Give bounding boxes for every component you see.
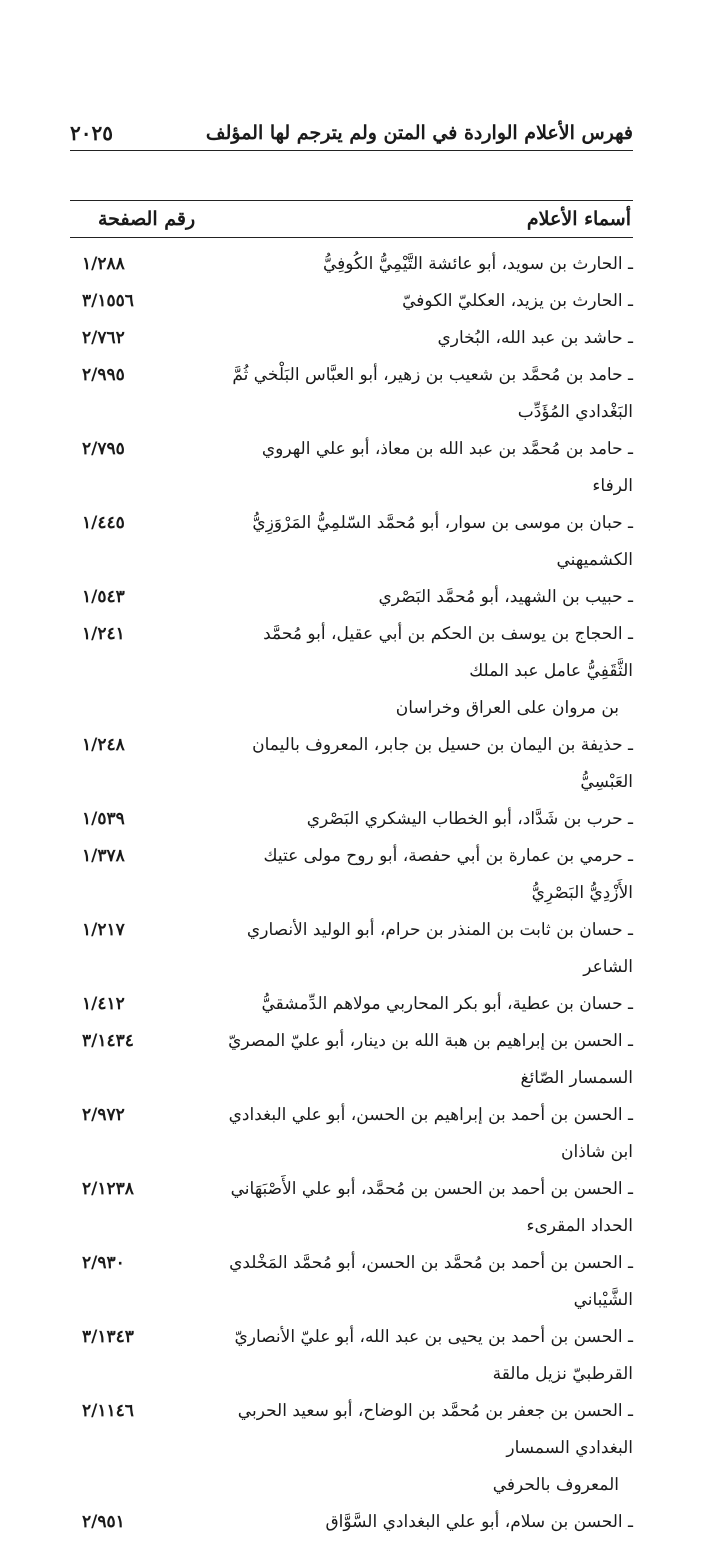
index-entry: [70, 1171, 633, 1245]
entry-name-text: ـ الحسن بن أحمد بن مُحمَّد بن الحسن، أبو مُحمَّد المَخْلدي الشَّيْباني: [229, 1253, 633, 1310]
entry-name-continuation: بن مروان على العراق وخراسان: [395, 698, 619, 718]
entry-name: [202, 912, 633, 986]
entry-page-ref: ٢/٩٩٥: [82, 365, 125, 385]
entry-name-text: ـ الحارث بن يزيد، العكليّ الكوفيّ: [402, 291, 633, 311]
entry-name-text: ـ الحسن بن أحمد بن يحيى بن عبد الله، أبو عليّ الأنصاريّ القرطبيّ نزيل مالقة: [234, 1327, 633, 1384]
entry-name: [202, 1171, 633, 1245]
index-entry: [70, 579, 633, 616]
entry-name-text: ـ الحسن بن أحمد بن إبراهيم بن الحسن، أبو علي البغدادي ابن شاذان: [228, 1105, 633, 1162]
entry-page-ref: ٢/١١٤٦: [82, 1401, 134, 1421]
entry-name-text: ـ حرب بن شَدَّاد، أبو الخطاب اليشكري البَصْري: [306, 809, 633, 829]
column-page-heading: رقم الصفحة: [98, 208, 196, 230]
entry-name: [202, 727, 633, 801]
entry-name: [202, 616, 633, 727]
index-entry: [70, 1097, 633, 1171]
entry-page-ref: ١/٤٤٥: [82, 513, 125, 533]
entry-page-ref: ٣/١٥٥٦: [82, 291, 134, 311]
index-entry: [70, 1245, 633, 1319]
index-entry: [70, 1393, 633, 1504]
entry-name-text: ـ حسان بن عطية، أبو بكر المحاربي مولاهم الدِّمشقيُّ: [261, 994, 633, 1014]
index-entry: [70, 431, 633, 505]
index-entry: [70, 727, 633, 801]
entry-name-text: ـ حذيفة بن اليمان بن حسيل بن جابر، المعروف باليمان العَبْسِيُّ: [252, 735, 633, 792]
entry-page-ref: ٢/٧٦٢: [82, 328, 125, 348]
entry-name-text: ـ حبيب بن الشهيد، أبو مُحمَّد البَصْري: [378, 587, 633, 607]
index-entry: [70, 1023, 633, 1097]
entry-name: [202, 838, 633, 912]
index-entry: [70, 986, 633, 1023]
entry-page-ref: ٢/٩٧٢: [82, 1105, 125, 1125]
entry-name-text: ـ حبان بن موسى بن سوار، أبو مُحمَّد السّلمِيُّ المَرْوَزِيُّ الكشميهني: [252, 513, 633, 570]
column-names-heading: أسماء الأعلام: [526, 208, 631, 230]
entry-page-ref: ١/٢٤٨: [82, 735, 125, 755]
entry-name: [202, 1504, 633, 1541]
entry-page-ref: ١/٢١٧: [82, 920, 125, 940]
entry-name: [202, 801, 633, 838]
column-header: [70, 200, 633, 238]
entry-page-ref: ٣/١٤٣٤: [82, 1031, 134, 1051]
index-entry: [70, 801, 633, 838]
entry-name-text: ـ حرمي بن عمارة بن أبي حفصة، أبو روح مولى عتيك الأَزْدِيُّ البَصْرِيُّ: [263, 846, 633, 903]
entry-page-ref: ١/٤١٢: [82, 994, 125, 1014]
entry-name-text: ـ حاشد بن عبد الله، البُخاري: [437, 328, 633, 348]
index-entry: [70, 283, 633, 320]
index-entry: [70, 616, 633, 727]
entry-page-ref: ٢/٩٣٠: [82, 1253, 125, 1273]
entry-name: [202, 1319, 633, 1393]
entry-page-ref: ١/٥٣٩: [82, 809, 125, 829]
entry-name-continuation: المعروف بالحرفي: [492, 1475, 619, 1495]
entry-name-text: ـ حامد بن مُحمَّد بن عبد الله بن معاذ، أبو علي الهروي الرفاء: [261, 439, 633, 496]
index-entry: [70, 838, 633, 912]
entry-page-ref: ١/٣٧٨: [82, 846, 125, 866]
entry-name: [202, 357, 633, 431]
entry-name: [202, 246, 633, 283]
entry-page-ref: ١/٢٤١: [82, 624, 125, 644]
index-entry: [70, 1319, 633, 1393]
page-number: ٢٠٢٥: [70, 121, 113, 145]
entry-page-ref: ٢/١٢٣٨: [82, 1179, 134, 1199]
index-entry: [70, 320, 633, 357]
index-entry: [70, 246, 633, 283]
index-entry: [70, 505, 633, 579]
entry-name: [202, 1393, 633, 1504]
index-list: [70, 246, 633, 1541]
entry-name-text: ـ الحجاج بن يوسف بن الحكم بن أبي عقيل، أبو مُحمَّد الثَّقَفِيُّ عامل عبد الملك: [263, 624, 633, 681]
index-entry: [70, 1504, 633, 1541]
entry-name-text: ـ الحسن بن سلام، أبو علي البغدادي السَّوَّاق: [325, 1512, 633, 1532]
entry-page-ref: ٢/٧٩٥: [82, 439, 125, 459]
entry-name-text: ـ الحسن بن جعفر بن مُحمَّد بن الوضاح، أبو سعيد الحربي البغدادي السمسار: [237, 1401, 633, 1458]
entry-page-ref: ٣/١٣٤٣: [82, 1327, 134, 1347]
entry-name: [202, 320, 633, 357]
entry-name-text: ـ حامد بن مُحمَّد بن شعيب بن زهير، أبو العبَّاس البَلْخي ثُمَّ البَغْدادي المُؤَدِّب: [232, 365, 633, 422]
entry-name: [202, 579, 633, 616]
entry-name-text: ـ حسان بن ثابت بن المنذر بن حرام، أبو الوليد الأنصاري الشاعر: [246, 920, 633, 977]
entry-name: [202, 283, 633, 320]
entry-name-text: ـ الحسن بن إبراهيم بن هبة الله بن دينار، أبو عليّ المصريّ السمسار الصّائغ: [228, 1031, 633, 1088]
running-header: [70, 116, 633, 151]
entry-page-ref: ٢/٩٥١: [82, 1512, 125, 1532]
index-entry: [70, 357, 633, 431]
entry-name: [202, 1097, 633, 1171]
entry-name-text: ـ الحسن بن أحمد بن الحسن بن مُحمَّد، أبو علي الأَصْبَهَاني الحداد المقرىء: [230, 1179, 633, 1236]
entry-name: [202, 1245, 633, 1319]
entry-name: [202, 986, 633, 1023]
index-entry: [70, 912, 633, 986]
entry-name: [202, 505, 633, 579]
entry-page-ref: ١/٢٨٨: [82, 254, 125, 274]
header-title: فهرس الأعلام الواردة في المتن ولم يترجم لها المؤلف: [205, 122, 633, 144]
entry-name: [202, 431, 633, 505]
entry-page-ref: ١/٥٤٣: [82, 587, 125, 607]
entry-name: [202, 1023, 633, 1097]
entry-name-text: ـ الحارث بن سويد، أبو عائشة التَّيْمِيُّ الكُوفِيُّ: [322, 254, 633, 274]
